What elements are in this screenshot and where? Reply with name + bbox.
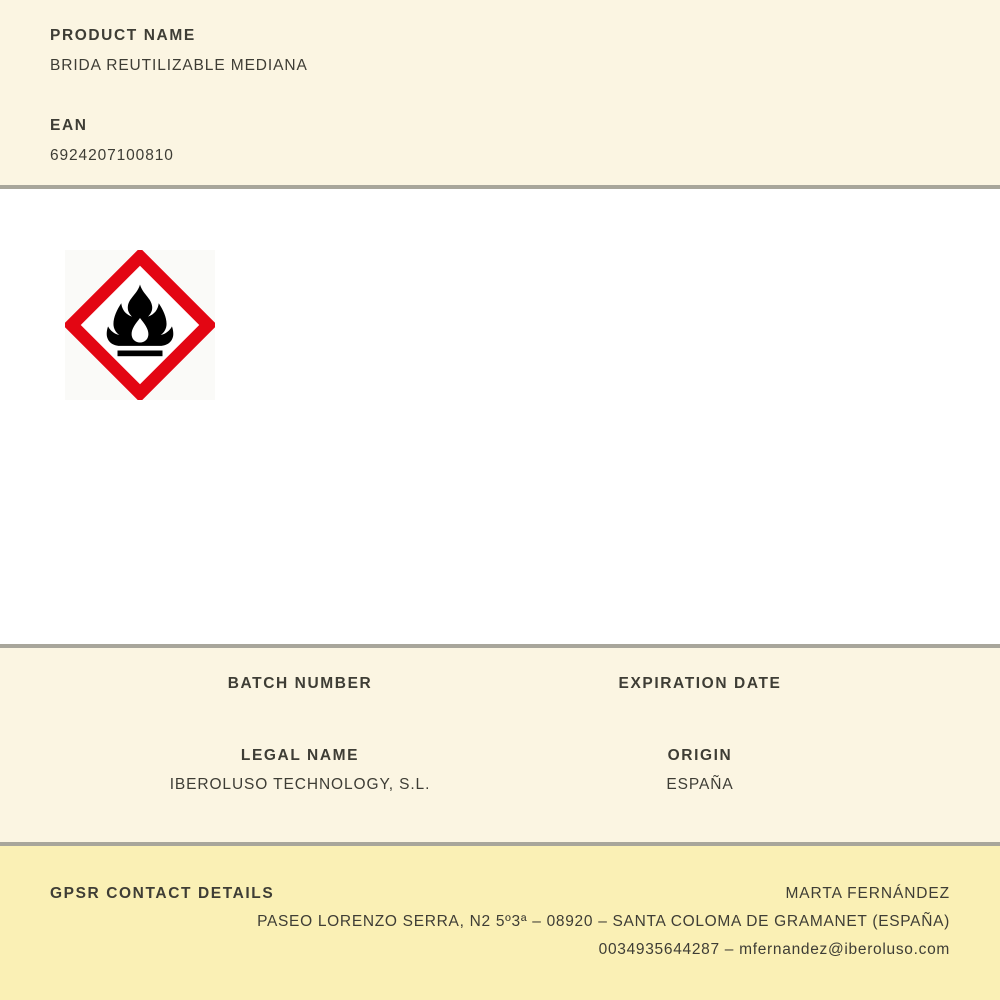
gpsr-contact-phone-email: 0034935644287 – mfernandez@iberoluso.com: [598, 941, 950, 958]
gpsr-contact-section: [0, 846, 1000, 1000]
legal-name-value: IBEROLUSO TECHNOLOGY, S.L.: [169, 776, 431, 793]
expiration-date-field: [500, 675, 900, 693]
details-section: [0, 648, 1000, 842]
ean-label: EAN: [50, 117, 88, 134]
expiration-date-label: EXPIRATION DATE: [618, 675, 782, 692]
product-name-field: [50, 27, 950, 75]
ean-field: [50, 117, 950, 165]
gpsr-contact-label: GPSR CONTACT DETAILS: [50, 885, 275, 902]
origin-value: ESPAÑA: [666, 776, 734, 793]
product-name-label: PRODUCT NAME: [50, 27, 196, 44]
ghs-flammable-icon: [65, 250, 215, 400]
product-section: [0, 0, 1000, 185]
details-row-2: [100, 747, 900, 794]
legal-name-field: [100, 747, 500, 794]
hazard-section: [0, 189, 1000, 644]
ean-value: 6924207100810: [50, 147, 174, 164]
gpsr-contact-address: PASEO LORENZO SERRA, N2 5º3ª – 08920 – SANTA COLOMA DE GRAMANET (ESPAÑA): [257, 913, 950, 930]
origin-label: ORIGIN: [667, 747, 733, 764]
gpsr-contact-row: [50, 885, 950, 903]
details-row-1: [100, 675, 900, 693]
origin-field: [500, 747, 900, 794]
legal-name-label: LEGAL NAME: [240, 747, 360, 764]
batch-number-label: BATCH NUMBER: [227, 675, 373, 692]
product-name-value: BRIDA REUTILIZABLE MEDIANA: [50, 57, 308, 74]
batch-number-field: [100, 675, 500, 693]
gpsr-contact-name: MARTA FERNÁNDEZ: [785, 885, 950, 902]
